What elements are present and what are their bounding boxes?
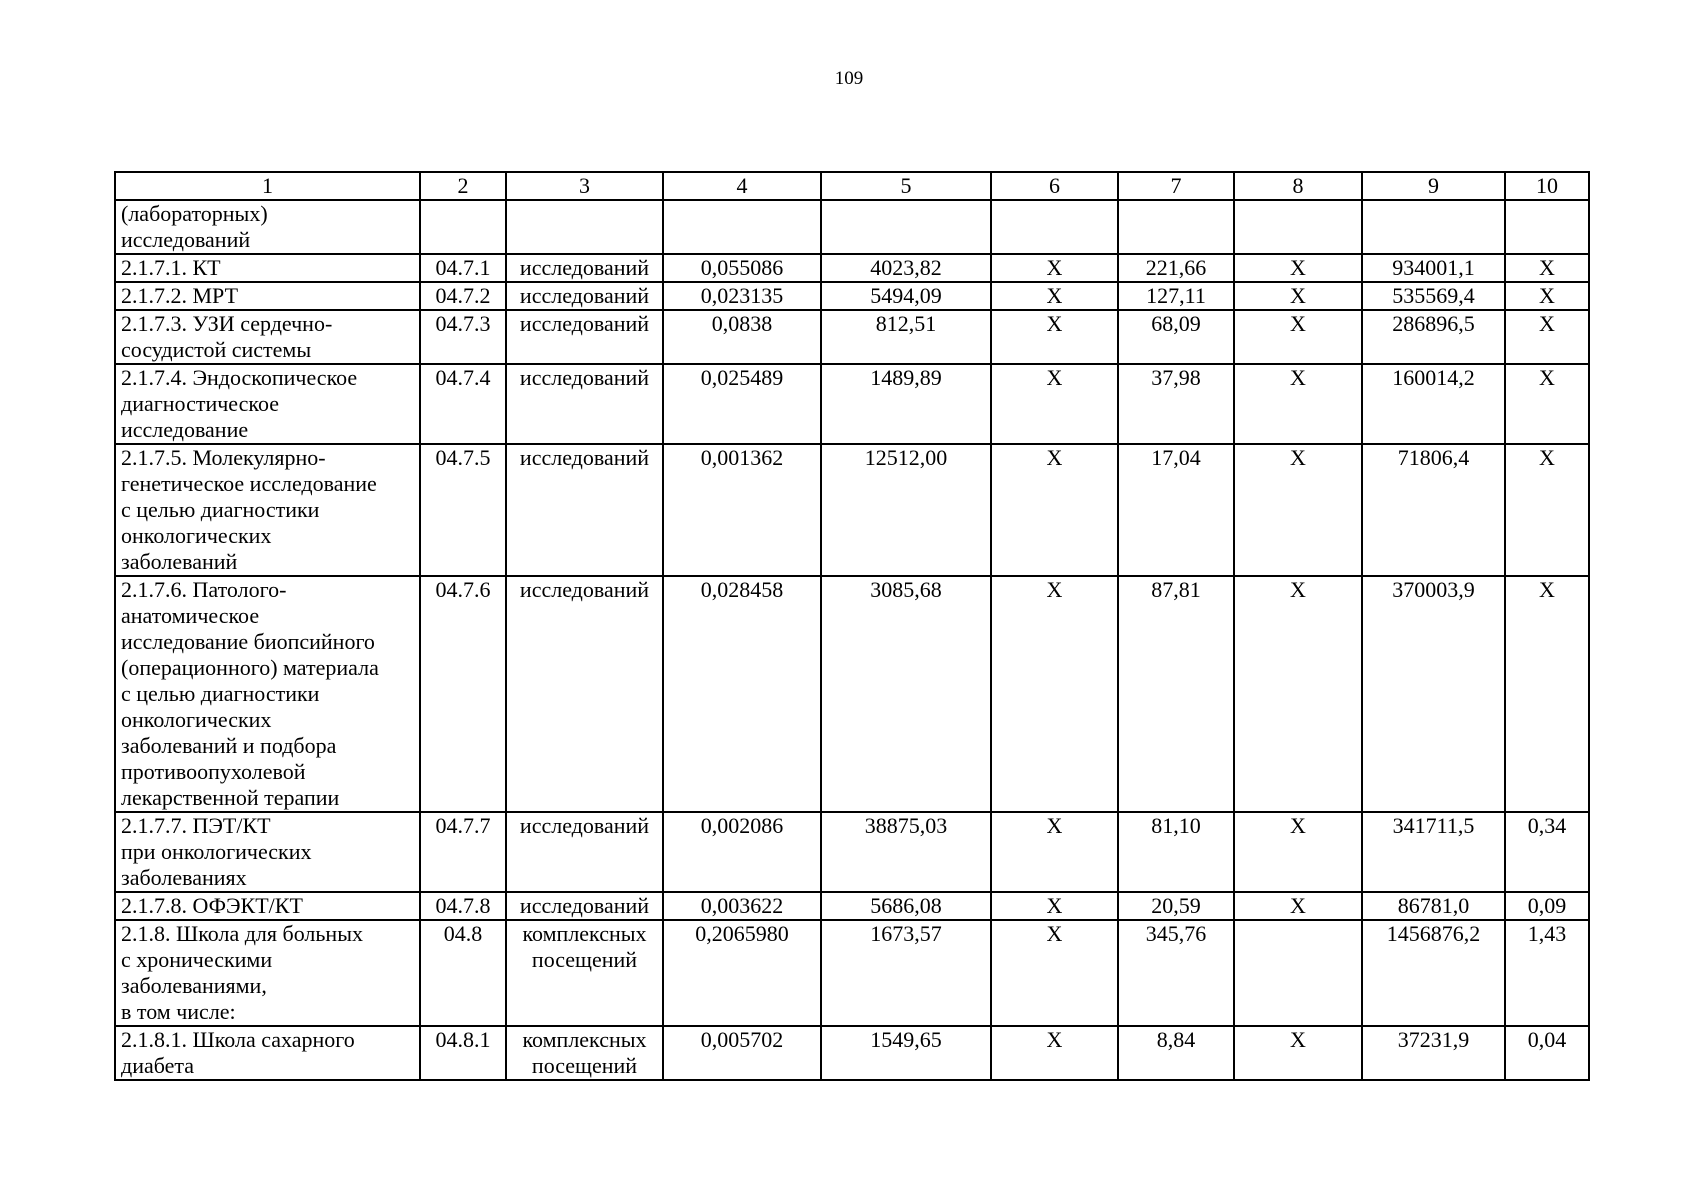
table-cell — [1234, 200, 1362, 254]
table-cell: 12512,00 — [821, 444, 991, 576]
table-cell: 934001,1 — [1362, 254, 1505, 282]
table-cell: Х — [991, 310, 1118, 364]
row-unit-cell — [506, 200, 663, 254]
table-row — [115, 812, 1589, 892]
row-unit-cell: исследований — [506, 310, 663, 364]
table-row — [115, 254, 1589, 282]
row-label-cell: 2.1.7.6. Патолого- анатомическое исследование биопсийного (операционного) материала с целью диагностики онкологических заболеваний и подбора противоопухолевой лекарственной терапии — [115, 576, 420, 812]
table-cell: Х — [991, 444, 1118, 576]
table-cell — [991, 200, 1118, 254]
table-cell: Х — [991, 812, 1118, 892]
table-cell: 221,66 — [1118, 254, 1234, 282]
row-code-cell: 04.7.8 — [420, 892, 506, 920]
table-cell: 3085,68 — [821, 576, 991, 812]
table-cell: Х — [1234, 254, 1362, 282]
table-cell: 1549,65 — [821, 1026, 991, 1080]
row-unit-cell: исследований — [506, 812, 663, 892]
row-label-cell: 2.1.7.2. МРТ — [115, 282, 420, 310]
table-row — [115, 920, 1589, 1026]
table-cell: 1489,89 — [821, 364, 991, 444]
row-label-cell: 2.1.7.7. ПЭТ/КТ при онкологических заболеваниях — [115, 812, 420, 892]
table-cell: 37,98 — [1118, 364, 1234, 444]
table-cell: Х — [991, 920, 1118, 1026]
row-code-cell: 04.7.6 — [420, 576, 506, 812]
row-code-cell: 04.7.7 — [420, 812, 506, 892]
table-cell: 0,023135 — [663, 282, 821, 310]
table-cell: 5494,09 — [821, 282, 991, 310]
table-cell: 812,51 — [821, 310, 991, 364]
table-row — [115, 310, 1589, 364]
row-code-cell — [420, 200, 506, 254]
row-unit-cell: исследований — [506, 892, 663, 920]
table-cell: Х — [991, 254, 1118, 282]
table-cell: 0,028458 — [663, 576, 821, 812]
table-cell: 87,81 — [1118, 576, 1234, 812]
table-cell: 17,04 — [1118, 444, 1234, 576]
table-cell — [821, 200, 991, 254]
row-code-cell: 04.7.3 — [420, 310, 506, 364]
table-cell — [1118, 200, 1234, 254]
row-label-cell: 2.1.7.4. Эндоскопическое диагностическое исследование — [115, 364, 420, 444]
table-cell: 81,10 — [1118, 812, 1234, 892]
column-number-header: 6 — [991, 172, 1118, 200]
table-cell: 345,76 — [1118, 920, 1234, 1026]
table-cell: 38875,03 — [821, 812, 991, 892]
row-code-cell: 04.8 — [420, 920, 506, 1026]
data-table — [114, 171, 1590, 1081]
table-cell: 0,003622 — [663, 892, 821, 920]
table-row — [115, 576, 1589, 812]
table-cell: 160014,2 — [1362, 364, 1505, 444]
table-row — [115, 1026, 1589, 1080]
table-cell: Х — [1505, 254, 1589, 282]
table-cell: Х — [991, 576, 1118, 812]
table-cell: Х — [1505, 444, 1589, 576]
table-cell: Х — [991, 364, 1118, 444]
column-number-header: 10 — [1505, 172, 1589, 200]
column-number-header: 4 — [663, 172, 821, 200]
row-label-cell: 2.1.8. Школа для больных с хроническими заболеваниями, в том числе: — [115, 920, 420, 1026]
column-number-header: 7 — [1118, 172, 1234, 200]
row-code-cell: 04.8.1 — [420, 1026, 506, 1080]
table-cell: 0,005702 — [663, 1026, 821, 1080]
column-number-header: 5 — [821, 172, 991, 200]
table-cell: 127,11 — [1118, 282, 1234, 310]
column-number-header: 1 — [115, 172, 420, 200]
table-cell: 1673,57 — [821, 920, 991, 1026]
row-unit-cell: комплексных посещений — [506, 1026, 663, 1080]
table-cell: Х — [1505, 364, 1589, 444]
row-code-cell: 04.7.2 — [420, 282, 506, 310]
row-unit-cell: исследований — [506, 282, 663, 310]
table-cell: Х — [1234, 1026, 1362, 1080]
table-row — [115, 282, 1589, 310]
row-label-cell: 2.1.8.1. Школа сахарного диабета — [115, 1026, 420, 1080]
table-cell: 286896,5 — [1362, 310, 1505, 364]
row-label-cell: 2.1.7.3. УЗИ сердечно- сосудистой системы — [115, 310, 420, 364]
table-cell: 0,04 — [1505, 1026, 1589, 1080]
table-cell: 0,001362 — [663, 444, 821, 576]
row-unit-cell: исследований — [506, 364, 663, 444]
row-code-cell: 04.7.5 — [420, 444, 506, 576]
table-cell: Х — [991, 1026, 1118, 1080]
row-label-cell: 2.1.7.8. ОФЭКТ/КТ — [115, 892, 420, 920]
table-cell: Х — [1234, 310, 1362, 364]
table-cell: 0,2065980 — [663, 920, 821, 1026]
table-cell: 5686,08 — [821, 892, 991, 920]
row-unit-cell: комплексных посещений — [506, 920, 663, 1026]
table-row — [115, 364, 1589, 444]
table-row — [115, 200, 1589, 254]
table-cell: Х — [1234, 892, 1362, 920]
table-cell: 1,43 — [1505, 920, 1589, 1026]
table-cell: 8,84 — [1118, 1026, 1234, 1080]
table-cell: 68,09 — [1118, 310, 1234, 364]
table-cell: 0,34 — [1505, 812, 1589, 892]
row-code-cell: 04.7.1 — [420, 254, 506, 282]
table-cell: Х — [991, 282, 1118, 310]
table-cell: Х — [1234, 812, 1362, 892]
column-number-header: 3 — [506, 172, 663, 200]
table-cell: Х — [1234, 282, 1362, 310]
row-code-cell: 04.7.4 — [420, 364, 506, 444]
table-cell: 4023,82 — [821, 254, 991, 282]
row-label-cell: (лабораторных) исследований — [115, 200, 420, 254]
table-cell: Х — [991, 892, 1118, 920]
table-cell: 0,025489 — [663, 364, 821, 444]
table-cell: 20,59 — [1118, 892, 1234, 920]
table-cell: Х — [1505, 282, 1589, 310]
table-cell: 37231,9 — [1362, 1026, 1505, 1080]
table-cell: 1456876,2 — [1362, 920, 1505, 1026]
table-cell: 71806,4 — [1362, 444, 1505, 576]
table-cell — [663, 200, 821, 254]
column-number-header: 2 — [420, 172, 506, 200]
table-row — [115, 892, 1589, 920]
table-cell: Х — [1234, 444, 1362, 576]
column-number-header: 9 — [1362, 172, 1505, 200]
row-unit-cell: исследований — [506, 576, 663, 812]
row-label-cell: 2.1.7.5. Молекулярно- генетическое исследование с целью диагностики онкологических заболеваний — [115, 444, 420, 576]
column-number-row — [115, 172, 1589, 200]
table-cell: 0,09 — [1505, 892, 1589, 920]
table-cell: Х — [1234, 364, 1362, 444]
table-cell: Х — [1505, 310, 1589, 364]
table-cell: 0,002086 — [663, 812, 821, 892]
column-number-header: 8 — [1234, 172, 1362, 200]
table-row — [115, 444, 1589, 576]
table-cell: Х — [1505, 576, 1589, 812]
table-cell — [1234, 920, 1362, 1026]
table-cell: 341711,5 — [1362, 812, 1505, 892]
table-cell: 535569,4 — [1362, 282, 1505, 310]
row-unit-cell: исследований — [506, 444, 663, 576]
table-cell: Х — [1234, 576, 1362, 812]
table-cell: 0,055086 — [663, 254, 821, 282]
row-unit-cell: исследований — [506, 254, 663, 282]
table-cell: 0,0838 — [663, 310, 821, 364]
table-cell — [1505, 200, 1589, 254]
page-number: 109 — [834, 68, 864, 89]
row-label-cell: 2.1.7.1. КТ — [115, 254, 420, 282]
table-cell — [1362, 200, 1505, 254]
table-cell: 370003,9 — [1362, 576, 1505, 812]
table-cell: 86781,0 — [1362, 892, 1505, 920]
